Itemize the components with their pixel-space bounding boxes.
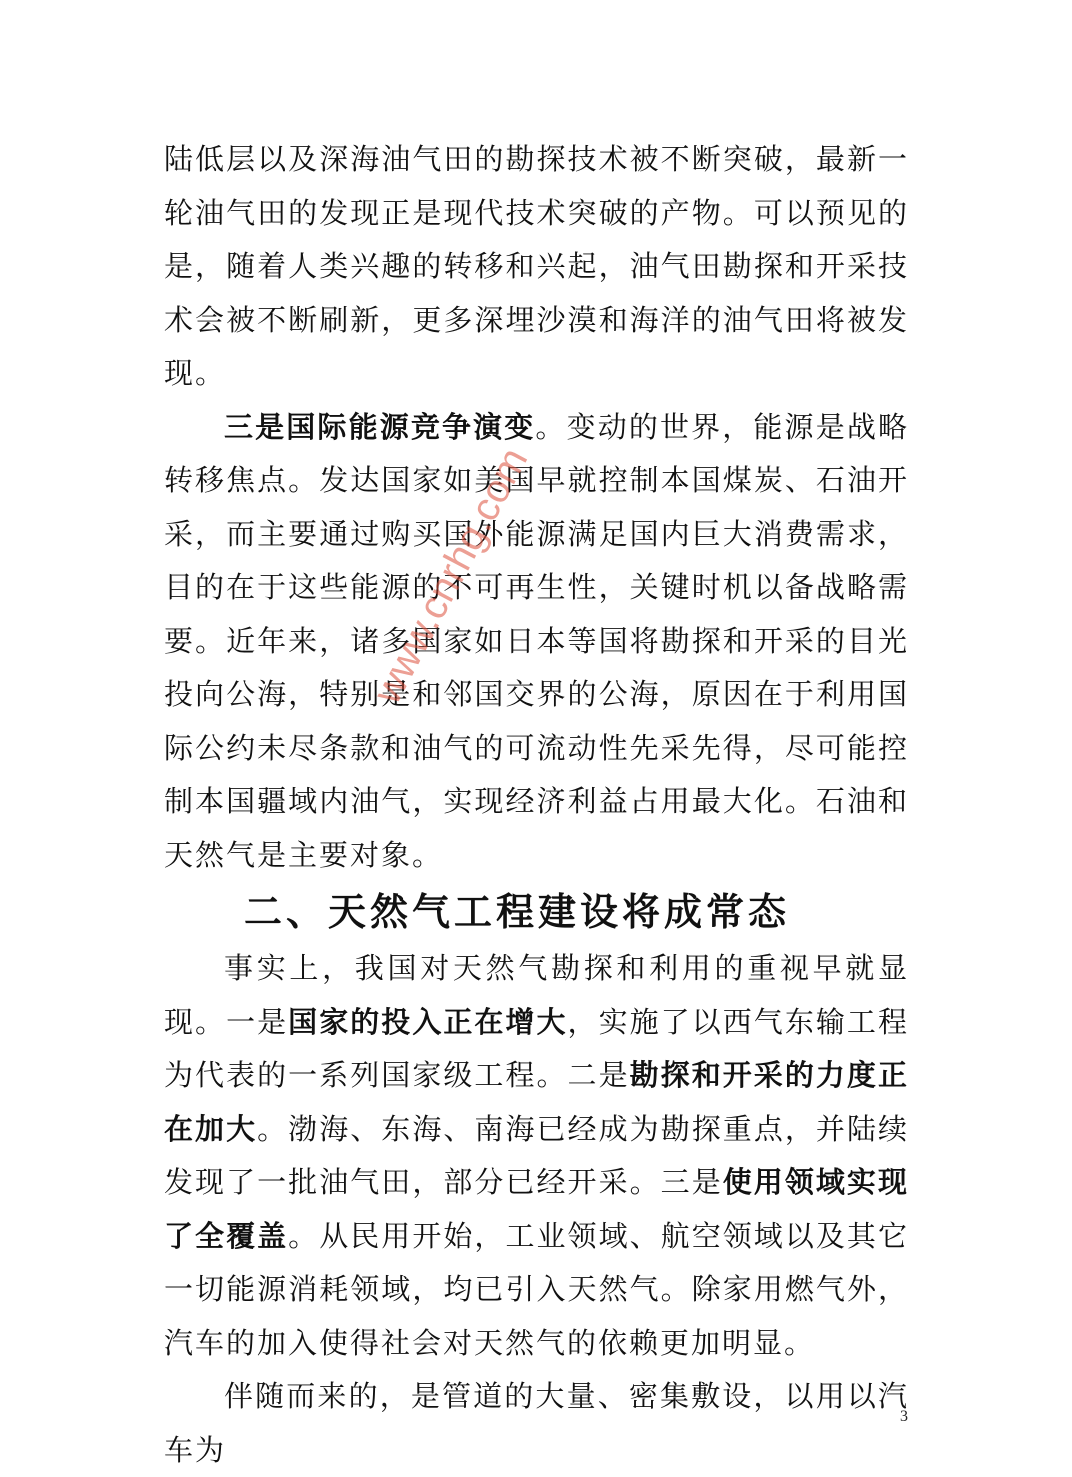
section-heading: 二、天然气工程建设将成常态: [244, 890, 791, 934]
paragraph-2: [164, 401, 909, 883]
paragraph-4: 伴随而来的，是管道的大量、密集敷设，以用以汽车为: [164, 1379, 909, 1467]
paragraph-3-part-e: 。从民用开始，工业领域、航空领域以及其它一切能源消耗领域，均已引入天然气。除家用燃气外，汽车的加入使得社会对天然气的依赖更加明显。: [164, 1218, 909, 1360]
paragraph-3: [164, 942, 909, 1370]
paragraph-3-bold-3: 使用领域实现了全覆盖: [164, 1165, 909, 1253]
watermark: www.cnrhg.com: [365, 440, 537, 711]
paragraph-2-body: 。变动的世界，能源是战略转移焦点。发达国家如美国早就控制本国煤炭、石油开采，而主要通过购买国外能源满足国内巨大消费需求，目的在于这些能源的不可再生性，关键时机以备战略需要。近年来，诸多国家如日本等国将勘探和开采的目光投向公海，特别是和邻国交界的公海，原因在于利用国际公约未尽条款和油气的可流动性先采先得，尽可能控制本国疆域内油气，实现经济利益占用最大化。石油和天然气是主要对象。: [164, 409, 909, 872]
paragraph-1: 陆低层以及深海油气田的勘探技术被不断突破，最新一轮油气田的发现正是现代技术突破的产物。可以预见的是，随着人类兴趣的转移和兴起，油气田勘探和开采技术会被不断刷新，更多深埋沙漠和海洋的油气田将被发现。: [164, 142, 909, 390]
paragraph-3-bold-1: 国家的投入正在增大: [288, 1004, 568, 1039]
body-text: [164, 133, 909, 1477]
paragraph-3-bold-2: 勘探和开采的力度正在加大: [164, 1058, 909, 1146]
paragraph-2-bold-lead: 三是国际能源竞争演变: [224, 409, 536, 444]
paragraph-3-part-d: 。渤海、东海、南海已经成为勘探重点，并陆续发现了一批油气田，部分已经开采。三是: [164, 1111, 909, 1199]
paragraph-3-part-c: ，实施了以西气东输工程为代表的一系列国家级工程。二是: [164, 1004, 909, 1092]
page-number: 3: [900, 1408, 908, 1425]
paragraph-3-part-a: 事实上，我国对天然气勘探和利用的重视早就显现。一是: [164, 951, 909, 1039]
